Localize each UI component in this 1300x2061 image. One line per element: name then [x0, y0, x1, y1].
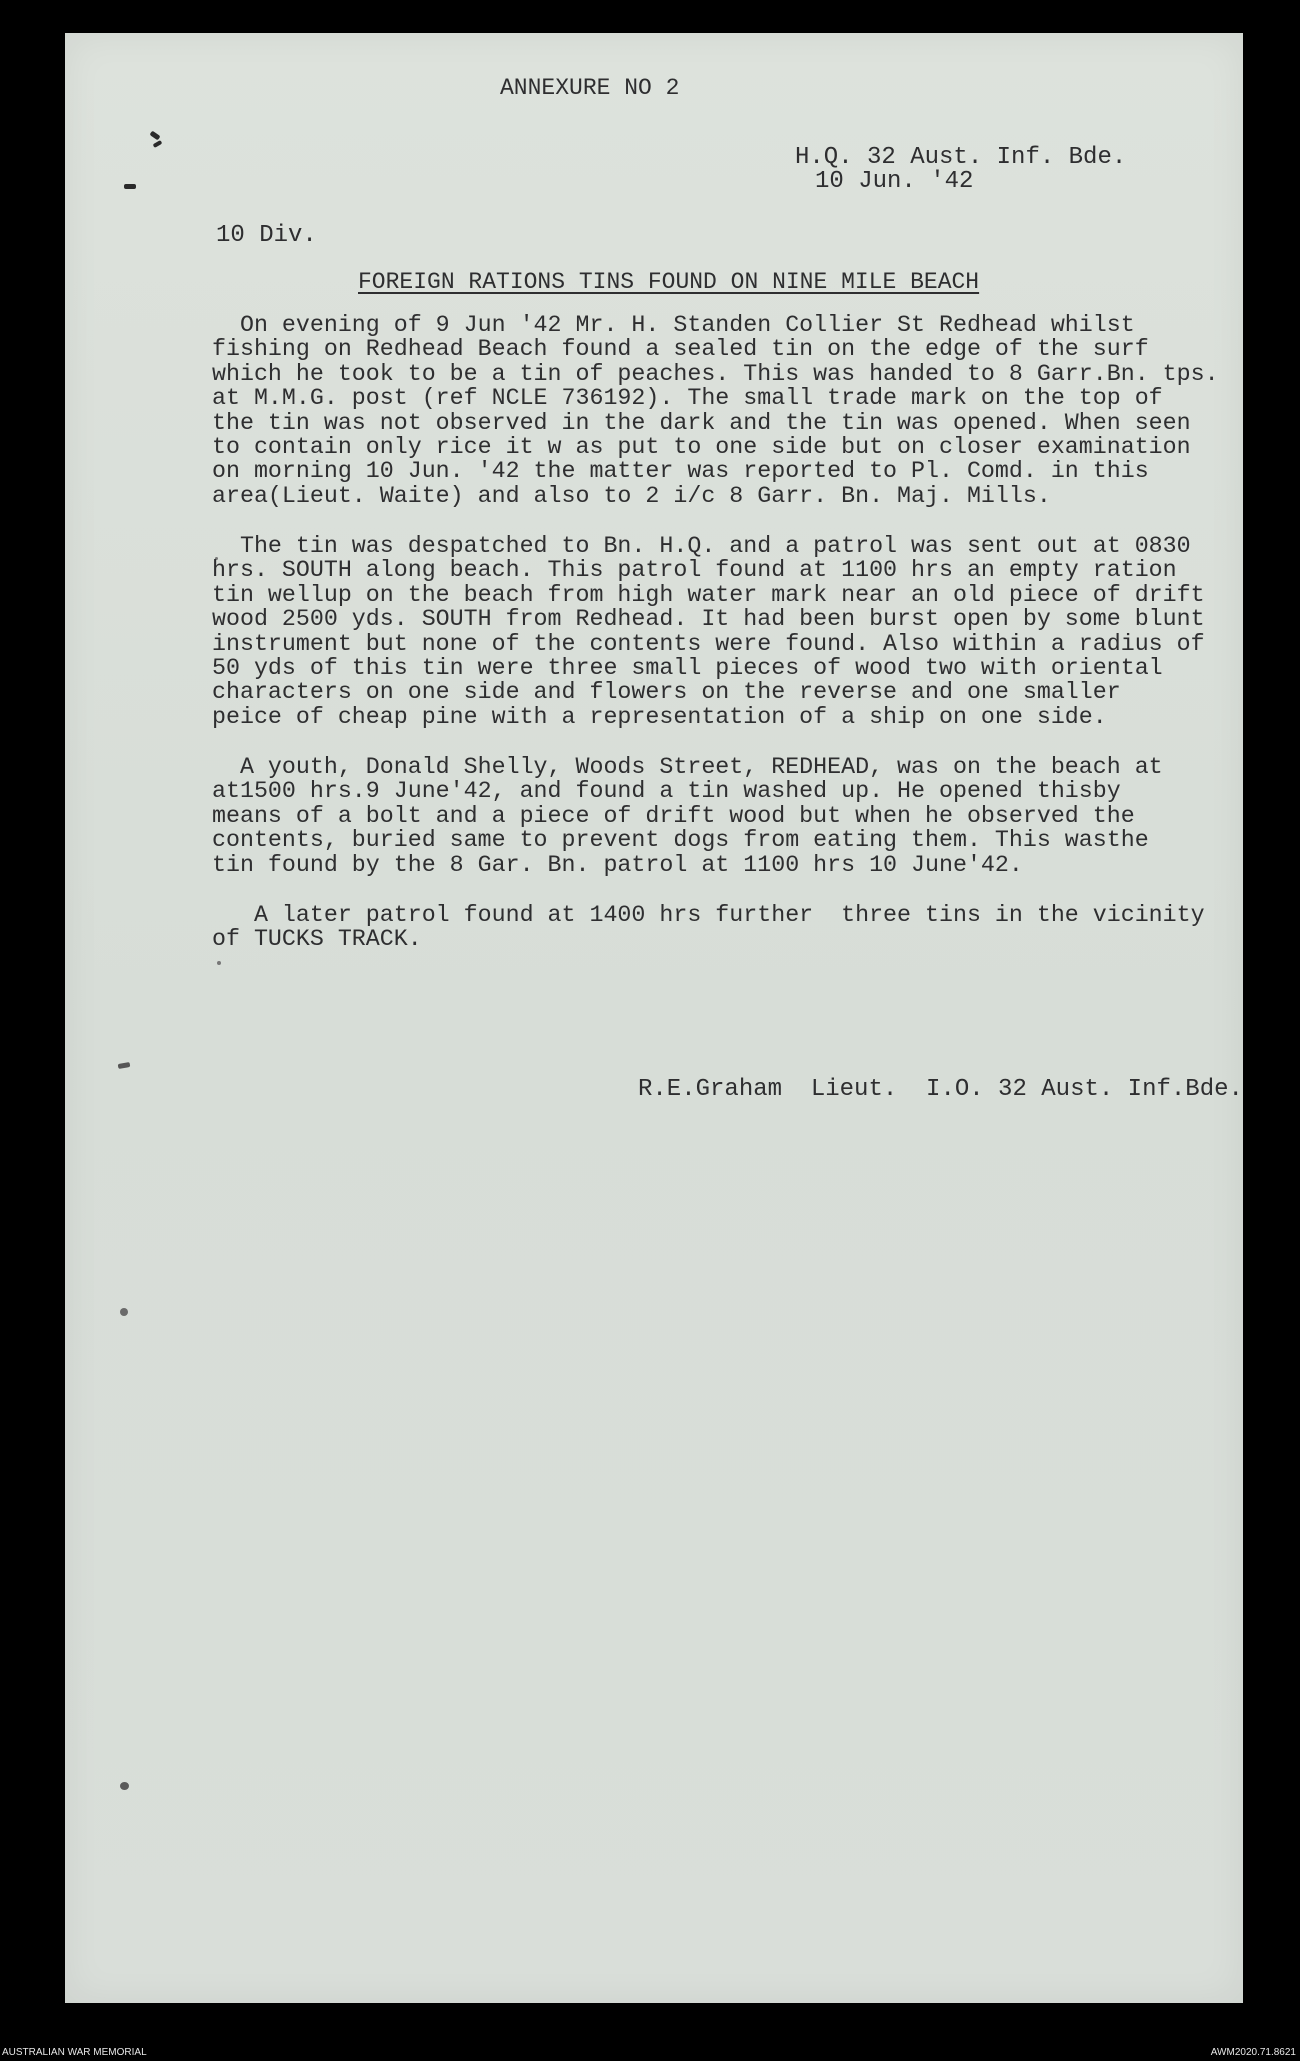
addressee: 10 Div.: [216, 222, 317, 249]
paragraph: The tin was despatched to Bn. H.Q. and a patrol was sent out at 0830 hrs. SOUTH along beach. This patrol found at 1100 hrs an empty ration tin wellup on the beach from high water mark near an old piece of drift wood 2500 yds. SOUTH from Redhead. It had been burst open by some blunt instrument but none of the contents were found. Also within a radius of 50 yds of this tin were three small pieces of wood two with oriental characters on one side and flowers on the reverse and one smaller peice of cheap pine with a representation of a ship on one side.: [212, 533, 1205, 730]
punch-hole-mark: [120, 1308, 128, 1316]
ink-mark: [124, 184, 136, 189]
paragraph: A later patrol found at 1400 hrs further three tins in the vicinity of TUCKS TRACK.: [212, 902, 1205, 953]
document-title: FOREIGN RATIONS TINS FOUND ON NINE MILE BEACH: [358, 269, 980, 295]
hq-line: H.Q. 32 Aust. Inf. Bde.: [795, 144, 1127, 171]
footer-institution: AUSTRALIAN WAR MEMORIAL: [2, 2047, 147, 2058]
paragraph: On evening of 9 Jun '42 Mr. H. Standen Collier St Redhead whilst fishing on Redhead Beach found a sealed tin on the edge of the surf which he took to be a tin of peaches. This was handed to 8 Garr.Bn. tps. at M.M.G. post (ref NCLE 736192). The small trade mark on the top of the tin was not observed in the dark and the tin was opened. When seen to contain only rice it w as put to one side but on closer examination on morning 10 Jun. '42 the matter was reported to Pl. Comd. in this area(Lieut. Waite) and also to 2 i/c 8 Garr. Bn. Maj. Mills.: [212, 312, 1219, 509]
ink-dot: [217, 961, 221, 965]
signature-line: R.E.Graham Lieut. I.O. 32 Aust. Inf.Bde.: [638, 1076, 1243, 1103]
footer-accession-number: AWM2020.71.8621: [1210, 2047, 1296, 2058]
punch-hole-mark: [120, 1782, 129, 1790]
annexure-heading: ANNEXURE NO 2: [500, 75, 680, 101]
paragraph: A youth, Donald Shelly, Woods Street, REDHEAD, was on the beach at at1500 hrs.9 June'42, and found a tin washed up. He opened thisby means of a bolt and a piece of drift wood but when he observed the contents, buried same to prevent dogs from eating them. This wasthe tin found by the 8 Gar. Bn. patrol at 1100 hrs 10 June'42.: [212, 754, 1163, 878]
date-line: 10 Jun. '42: [815, 168, 974, 195]
